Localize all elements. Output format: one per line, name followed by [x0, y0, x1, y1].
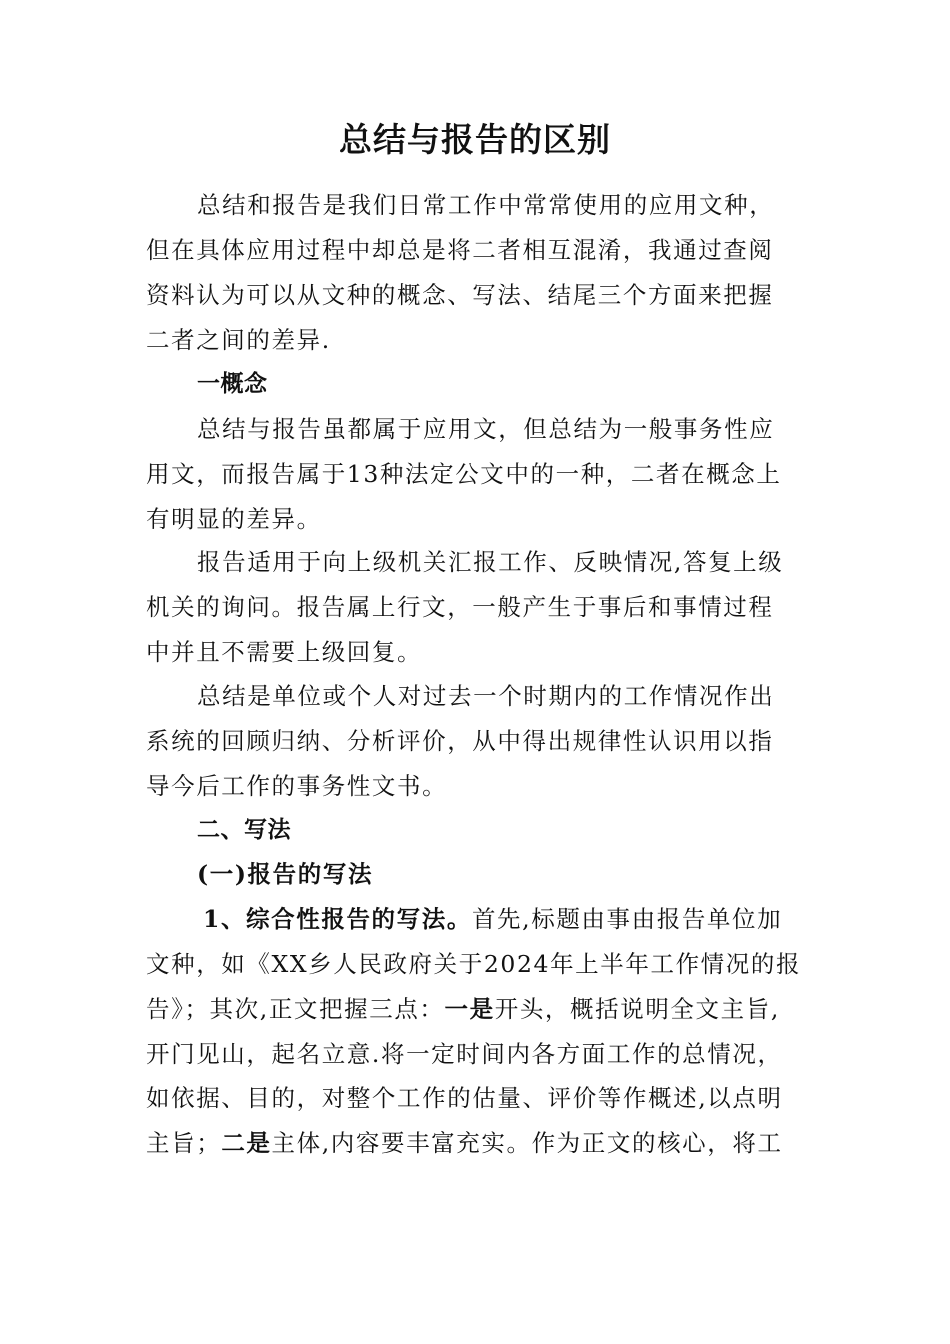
- item-1-line-6-bold: 二是: [221, 1129, 272, 1157]
- item-1-line-6: [146, 1128, 783, 1158]
- item-1-line-3: [146, 994, 780, 1024]
- s1-p1-line-2: 用文，而报告属于13种法定公文中的一种，二者在概念上: [146, 460, 782, 488]
- document-title: 总结与报告的区别: [339, 120, 611, 159]
- item-1-line-4: 开门见山，起名立意.将一定时间内各方面工作的总情况，: [146, 1040, 783, 1068]
- item-1-line-1: [203, 904, 782, 934]
- s1-p1-line-1: 总结与报告虽都属于应用文，但总结为一般事务性应: [197, 415, 775, 443]
- intro-line-4: 二者之间的差异.: [146, 326, 331, 354]
- intro-line-3: 资料认为可以从文种的概念、写法、结尾三个方面来把握: [146, 281, 774, 309]
- item-1-line-3-b: 开头，概括说明全文主旨,: [494, 995, 780, 1023]
- item-1-line-3-a: 告》；其次,正文把握三点：: [146, 995, 445, 1023]
- s1-p3-line-3: 导今后工作的事务性文书。: [146, 772, 448, 800]
- item-1-line-5: 如依据、目的，对整个工作的估量、评价等作概述,以点明: [146, 1084, 783, 1112]
- s1-p3-line-1: 总结是单位或个人对过去一个时期内的工作情况作出: [197, 682, 775, 710]
- s1-p1-line-3: 有明显的差异。: [146, 505, 322, 533]
- item-1-line-2: 文种，如《XX乡人民政府关于2024年上半年工作情况的报: [146, 950, 802, 978]
- intro-line-1: 总结和报告是我们日常工作中常常使用的应用文种，: [197, 191, 775, 219]
- item-1-lead: 1、综合性报告的写法。: [203, 905, 472, 933]
- s1-p2-line-2: 机关的询问。报告属上行文，一般产生于事后和事情过程: [146, 593, 774, 621]
- item-1-line-1-text: 首先,标题由事由报告单位加: [471, 905, 783, 933]
- section-2-subheading: (一)报告的写法: [197, 860, 374, 888]
- item-1-line-6-a: 主旨；: [146, 1129, 222, 1157]
- s1-p2-line-1: 报告适用于向上级机关汇报工作、反映情况,答复上级: [197, 548, 784, 576]
- s1-p2-line-3: 中并且不需要上级回复。: [146, 638, 423, 666]
- s1-p3-line-2: 系统的回顾归纳、分析评价，从中得出规律性认识用以指: [146, 727, 774, 755]
- item-1-line-3-bold: 一是: [444, 995, 495, 1023]
- section-2-heading: 二、写法: [197, 817, 291, 843]
- section-1-heading: 一概念: [197, 371, 268, 397]
- item-1-line-6-b: 主体,内容要丰富充实。作为正文的核心，将工: [271, 1129, 783, 1157]
- intro-line-2: 但在具体应用过程中却总是将二者相互混淆，我通过查阅: [146, 236, 774, 264]
